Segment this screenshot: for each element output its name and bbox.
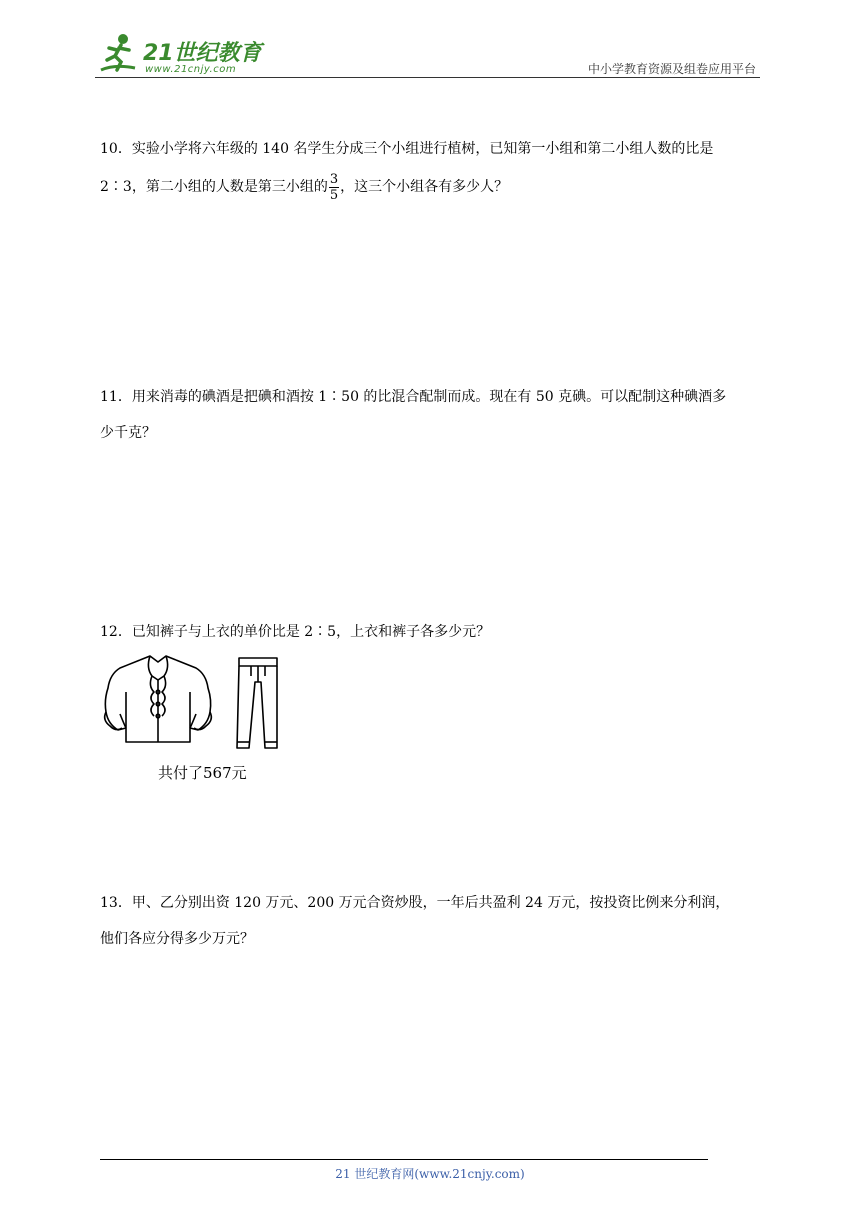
logo-text: 21世纪教育 [143, 41, 262, 66]
question-12 [100, 614, 762, 650]
fraction-denominator: 5 [329, 187, 339, 203]
platform-title: 中小学教育资源及组卷应用平台 [587, 62, 756, 76]
question-13-line2: 他们各应分得多少万元？ [100, 931, 254, 947]
runner-logo-icon [95, 30, 143, 78]
question-10 [100, 131, 762, 205]
footer-divider [100, 1159, 708, 1160]
question-10-line2 [100, 169, 762, 205]
page-header [95, 30, 760, 80]
fraction-numerator: 3 [329, 171, 339, 187]
pants-icon [233, 652, 283, 758]
clothing-figure [100, 652, 285, 792]
question-11 [100, 379, 762, 451]
question-13 [100, 885, 762, 957]
footer-text: 21 世纪教育网(www.21cnjy.com) [335, 1167, 525, 1181]
header-divider [95, 77, 760, 78]
fraction-three-fifths [329, 172, 339, 203]
question-10-line2-after: ，这三个小组各有多少人？ [340, 179, 509, 195]
question-12-line1: 12．已知裤子与上衣的单价比是 2∶5，上衣和裤子各多少元？ [100, 624, 491, 640]
question-10-line2-before: 2∶3，第二小组的人数是第三小组的 [100, 179, 328, 195]
question-11-line1: 11．用来消毒的碘酒是把碘和酒按 1∶50 的比混合配制而成。现在有 50 克碘。可以配制这种碘酒多 [100, 389, 727, 405]
shirt-icon [100, 652, 220, 752]
question-13-line1: 13．甲、乙分别出资 120 万元、200 万元合资炒股，一年后共盈利 24 万元，按投资比例来分利润， [100, 895, 730, 911]
logo [95, 30, 275, 80]
question-10-line1: 10．实验小学将六年级的 140 名学生分成三个小组进行植树，已知第一小组和第二小组人数的比是 [100, 141, 714, 157]
figure-caption: 共付了567元 [158, 764, 247, 782]
question-11-line2: 少千克？ [100, 425, 156, 441]
logo-url: www.21cnjy.com [145, 64, 237, 75]
